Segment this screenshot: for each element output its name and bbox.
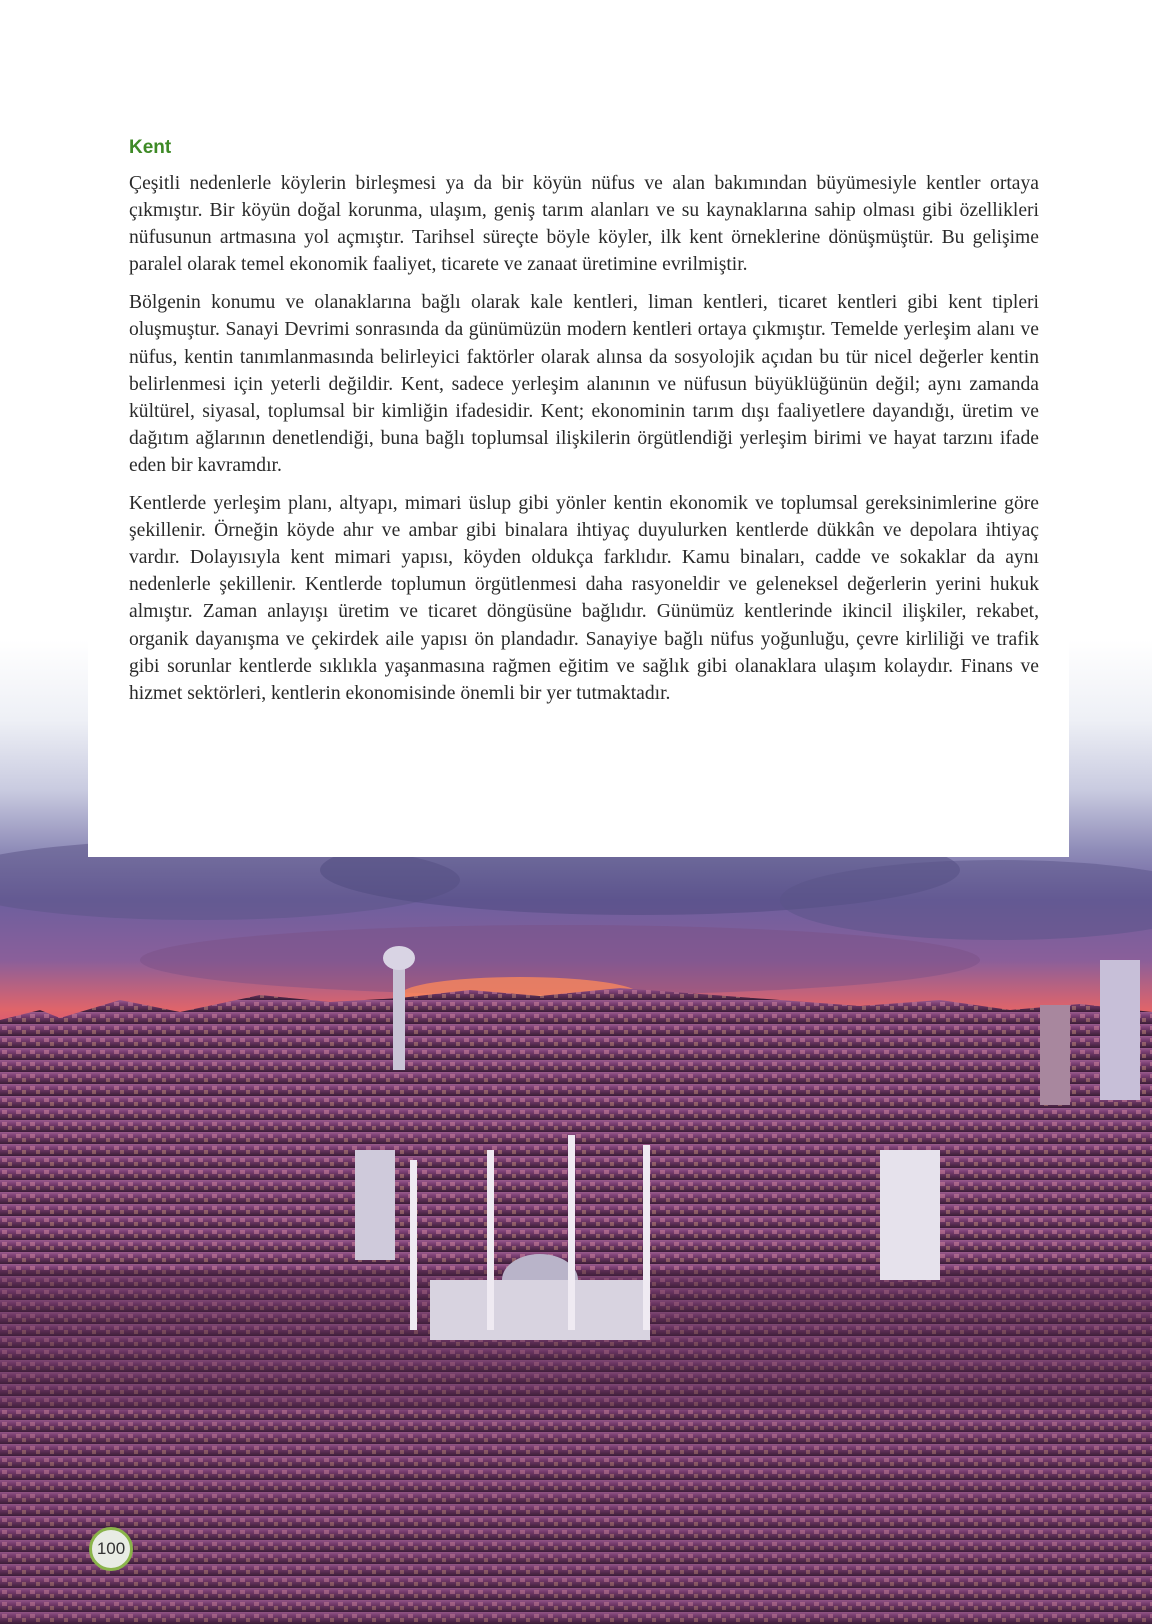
section-body xyxy=(129,170,1039,718)
city-skyline-photo xyxy=(0,940,1152,1624)
paragraph-3: Kentlerde yerleşim planı, altyapı, mimari üslup gibi yönler kentin ekonomik ve toplumsal gereksinimlerine göre şekillenir. Örneğin köyde ahır ve ambar gibi binalara ihtiyaç duyulurken kentlerde dükkân ve depolara ihtiyaç vardır. Dolayısıyla kent mimari yapısı, köyden oldukça farklıdır. Kamu binaları, cadde ve sokaklar da aynı nedenlerle şekillenir. Kentlerde toplumun örgütlenmesi daha rasyoneldir ve geleneksel değerlerin yerini hukuk almıştır. Zaman anlayışı üretim ve ticaret döngüsüne bağlıdır. Günümüz kentlerinde ikincil ilişkiler, rekabet, organik dayanışma ve çekirdek aile yapısı ön plandadır. Sanayiye bağlı nüfus yoğunluğu, çevre kirliliği ve trafik gibi sorunlar kentlerde sıklıkla yaşanmasına rağmen eğitim ve sağlık gibi olanaklara ulaşım kolaydır. Finans ve hizmet sektörleri, kentlerin ekonomisinde önemli bir yer tutmaktadır. xyxy=(129,493,1039,704)
paragraph-1: Çeşitli nedenlerle köylerin birleşmesi ya da bir köyün nüfus ve alan bakımından büyümesiyle kentler ortaya çıkmıştır. Bir köyün doğal korunma, ulaşım, geniş tarım alanları ve su kaynaklarına sahip olması gibi özellikleri nüfusunun artmasına yol açmıştır. Tarihsel süreçte böyle köyler, ilk kent örneklerine dönüşmüştür. Bu gelişime paralel olarak temel ekonomik faaliyet, ticarete ve zanaat üretimine evrilmiştir. xyxy=(129,173,1039,276)
page-number-badge: 100 xyxy=(89,1527,133,1571)
paragraph-2: Bölgenin konumu ve olanaklarına bağlı olarak kale kentleri, liman kentleri, ticaret kentleri gibi kent tipleri oluşmuştur. Sanayi Devrimi sonrasında da günümüzün modern kentleri ortaya çıkmıştır. Temelde yerleşim alanı ve nüfus, kentin tanımlanmasında belirleyici faktörler olarak alınsa da sosyolojik açıdan bu tür nicel değerler kentin belirlenmesi için yeterli değildir. Kent, sadece yerleşim alanının ve nüfusun büyüklüğünün değil; aynı zamanda kültürel, siyasal, toplumsal bir kimliğin ifadesidir. Kent; ekonominin tarım dışı faaliyetlere dayandığı, üretim ve dağıtım ağlarının denetlendiği, buna bağlı toplumsal ilişkilerin örgütlendiği yerleşim birimi ve hayat tarzını ifade eden bir kavramdır. xyxy=(129,292,1039,476)
section-title: Kent xyxy=(129,137,172,158)
